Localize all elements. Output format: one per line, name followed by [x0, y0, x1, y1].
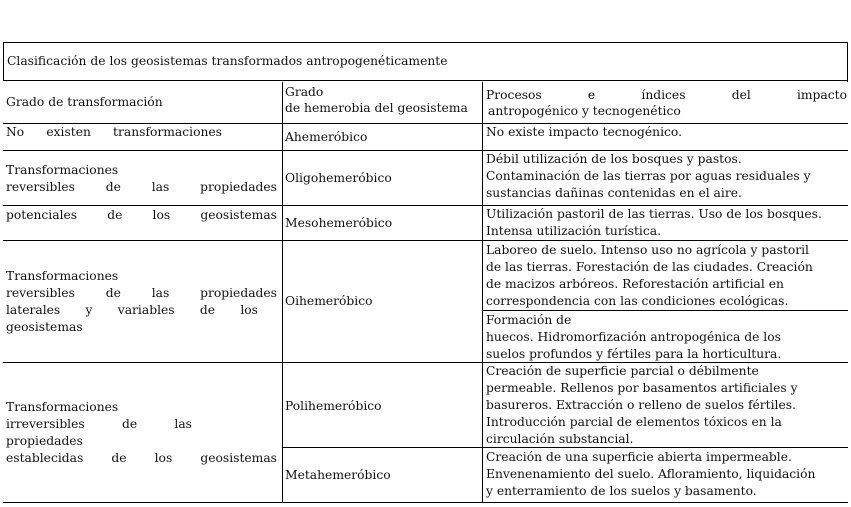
row4-procesos-a-line4: correspondencia con las condiciones ecológicas.	[486, 294, 789, 308]
row5-transformacion-line3: propiedades	[6, 434, 83, 448]
row4-transformacion-line2: reversibles de las propiedades	[6, 286, 277, 300]
row3-transformacion: potenciales de los geosistemas	[6, 208, 277, 222]
row5-procesos-a-line3: basureros. Extracción o relleno de suelos fértiles.	[486, 398, 796, 412]
row3-grado: Mesohemeróbico	[285, 216, 393, 230]
row5-grado-a: Polihemeróbico	[285, 399, 382, 413]
row3-procesos-line2: Intensa utilización turística.	[486, 224, 661, 238]
row4-transformacion-line4: geosistemas	[6, 320, 83, 334]
rule-row4-split	[482, 310, 848, 311]
row2-procesos-line2: Contaminación de las tierras por aguas residuales y	[486, 169, 811, 183]
row4-procesos-a	[486, 242, 847, 310]
row5-transformacion-line2: irreversibles de las	[6, 417, 192, 431]
row1-procesos-line1: No existe impacto tecnogénico.	[486, 125, 683, 139]
header-procesos-line1: Procesos e índices del impacto	[486, 88, 847, 102]
row2-procesos-line1: Débil utilización de los bosques y pastos.	[486, 152, 742, 166]
row1-transformacion: No existen transformaciones	[6, 125, 222, 139]
header-procesos	[486, 87, 847, 119]
row5-transformacion-line1: Transformaciones	[6, 400, 119, 414]
row5-procesos-a-line4: Introducción parcial de elementos tóxicos en la	[486, 415, 782, 429]
row5-procesos-b-line2: Envenenamiento del suelo. Afloramiento, liquidación	[486, 467, 816, 481]
row4-transformacion-line1: Transformaciones	[6, 269, 119, 283]
header-procesos-line2: antropogénico y tecnogenético	[488, 104, 681, 118]
row5-procesos-b	[486, 449, 847, 500]
header-grado-transformacion: Grado de transformación	[6, 95, 163, 109]
row4-procesos-a-line2: de las tierras. Forestación de las ciudades. Creación	[486, 260, 813, 274]
header-grado-hemerobia-line2: de hemerobia del geosistema	[285, 101, 468, 115]
row5-grado-b: Metahemeróbico	[285, 468, 391, 482]
row2-grado: Oligohemeróbico	[285, 171, 392, 185]
header-grado-hemerobia-line1: Grado	[285, 85, 324, 99]
row4-procesos-a-line3: de macizos arbóreos. Reforestación artificial en	[486, 277, 784, 291]
row4-transformacion	[6, 268, 277, 336]
row2-procesos	[486, 151, 847, 202]
row1-grado: Ahemeróbico	[285, 130, 368, 144]
rule-row3-bottom	[3, 240, 848, 241]
row5-procesos-a-line1: Creación de superficie parcial o débilmente	[486, 364, 759, 378]
row4-grado: Oihemeróbico	[285, 294, 373, 308]
rule-col-divider-2	[482, 82, 483, 503]
rule-table-bottom	[3, 502, 848, 503]
row4-procesos-a-line1: Laboreo de suelo. Intenso uso no agrícola y pastoril	[486, 243, 809, 257]
row5-transformacion-line4: establecidas de los geosistemas	[6, 451, 277, 465]
row2-transformacion-line2: reversibles de las propiedades	[6, 180, 277, 194]
row2-transformacion-line1: Transformaciones	[6, 163, 119, 177]
row4-transformacion-line3: laterales y variables de los	[6, 303, 258, 317]
row5-procesos-a-line2: permeable. Rellenos por basamentos artificiales y	[486, 381, 798, 395]
row3-procesos	[486, 206, 847, 240]
row4-procesos-b-line2: huecos. Hidromorfización antropogénica de los	[486, 330, 781, 344]
row4-procesos-b-line1: Formación de	[486, 313, 572, 327]
rule-col-divider-1	[282, 82, 283, 503]
row5-procesos-a-line5: circulación substancial.	[486, 432, 634, 446]
row5-procesos-b-line1: Creación de una superficie abierta impermeable.	[486, 450, 792, 464]
row1-procesos	[486, 124, 847, 141]
row3-procesos-line1: Utilización pastoril de las tierras. Uso de los bosques.	[486, 207, 822, 221]
row5-transformacion	[6, 399, 277, 467]
row5-procesos-a	[486, 363, 847, 448]
row4-procesos-b-line3: suelos profundos y fértiles para la horticultura.	[486, 347, 782, 361]
header-grado-hemerobia	[285, 84, 481, 116]
row2-procesos-line3: sustancias dañinas contenidas en el aire.	[486, 186, 742, 200]
table-title: Clasificación de los geosistemas transformados antropogenéticamente	[3, 42, 847, 81]
row2-transformacion	[6, 162, 277, 196]
row5-procesos-b-line3: y enterramiento de los suelos y basamento.	[486, 484, 757, 498]
row4-procesos-b	[486, 312, 847, 363]
